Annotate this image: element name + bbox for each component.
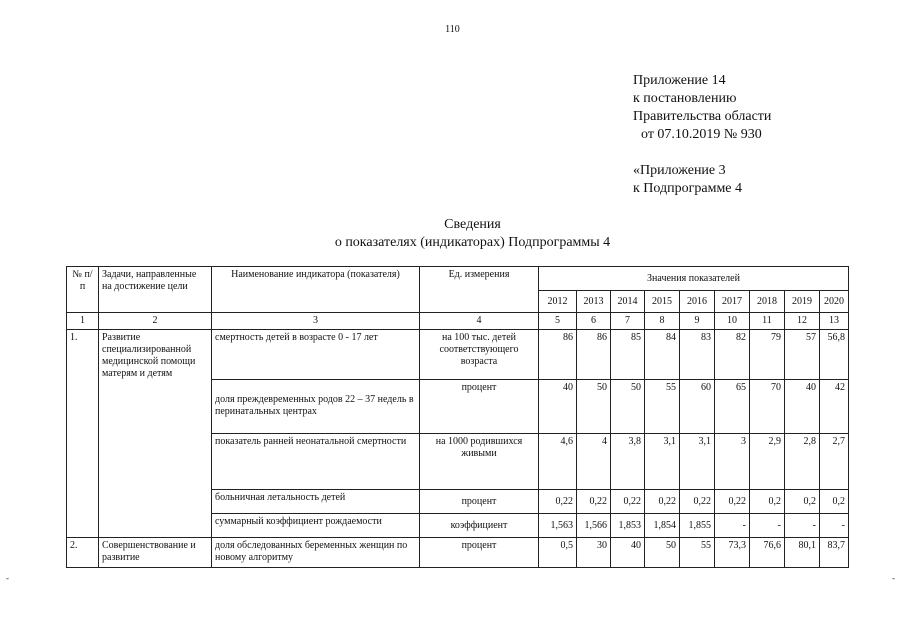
unit-cell: на 1000 родившихся живыми (420, 434, 539, 490)
value-cell: 83 (680, 330, 715, 380)
indicator-cell: доля обследованных беременных женщин по новому алгоритму (212, 538, 420, 568)
value-cell: 0,22 (645, 490, 680, 514)
value-cell: 1,566 (577, 514, 611, 538)
value-cell: 80,1 (785, 538, 820, 568)
column-index: 5 (539, 313, 577, 330)
unit-cell: процент (420, 380, 539, 434)
value-cell: 79 (750, 330, 785, 380)
appendix-line-4: от 07.10.2019 № 930 (641, 127, 762, 142)
column-index: 12 (785, 313, 820, 330)
value-cell: 40 (785, 380, 820, 434)
value-cell: 0,22 (539, 490, 577, 514)
value-cell: 0,5 (539, 538, 577, 568)
column-index: 11 (750, 313, 785, 330)
column-index: 6 (577, 313, 611, 330)
indicator-cell: смертность детей в возрасте 0 - 17 лет (212, 330, 420, 380)
year-header: 2012 (539, 291, 577, 313)
value-cell: 1,855 (680, 514, 715, 538)
page-number: 110 (445, 24, 460, 35)
value-cell: 55 (680, 538, 715, 568)
indicator-cell: больничная летальность детей (212, 490, 420, 514)
value-cell: 3,1 (645, 434, 680, 490)
task-cell: Развитие специализированной медицинской помощи матерям и детям (99, 330, 212, 538)
appendix-line-3: Правительства области (633, 109, 772, 124)
value-cell: 56,8 (820, 330, 849, 380)
value-cell: 50 (645, 538, 680, 568)
value-cell: 3,8 (611, 434, 645, 490)
indicator-cell: доля преждевременных родов 22 – 37 недель в перинатальных центрах (212, 380, 420, 434)
year-header: 2018 (750, 291, 785, 313)
value-cell: - (715, 514, 750, 538)
row-number: 1. (67, 330, 99, 538)
value-cell: 82 (715, 330, 750, 380)
value-cell: 0,2 (785, 490, 820, 514)
title-line-1: Сведения (444, 217, 501, 232)
value-cell: 76,6 (750, 538, 785, 568)
year-header: 2013 (577, 291, 611, 313)
value-cell: 0,22 (715, 490, 750, 514)
column-index: 2 (99, 313, 212, 330)
appendix-line-5: «Приложение 3 (633, 163, 726, 178)
value-cell: 4 (577, 434, 611, 490)
value-cell: 84 (645, 330, 680, 380)
value-cell: 2,9 (750, 434, 785, 490)
value-cell: 30 (577, 538, 611, 568)
column-index: 1 (67, 313, 99, 330)
value-cell: 1,853 (611, 514, 645, 538)
value-cell: 2,7 (820, 434, 849, 490)
value-cell: 86 (577, 330, 611, 380)
column-index: 3 (212, 313, 420, 330)
table-row (67, 330, 849, 380)
document-title (0, 216, 905, 252)
table-row (67, 538, 849, 568)
value-cell: - (785, 514, 820, 538)
header-task: Задачи, направленные на достижение цели (99, 267, 212, 313)
appendix-header (633, 72, 771, 144)
value-cell: 0,22 (680, 490, 715, 514)
header-unit: Ед. измерения (420, 267, 539, 313)
value-cell: 65 (715, 380, 750, 434)
value-cell: 3 (715, 434, 750, 490)
value-cell: 73,3 (715, 538, 750, 568)
value-cell: 86 (539, 330, 577, 380)
value-cell: 1,563 (539, 514, 577, 538)
year-header: 2020 (820, 291, 849, 313)
unit-cell: процент (420, 490, 539, 514)
unit-cell: процент (420, 538, 539, 568)
value-cell: - (820, 514, 849, 538)
value-cell: 0,2 (750, 490, 785, 514)
year-header: 2014 (611, 291, 645, 313)
indicators-table (66, 266, 849, 568)
unit-cell: на 100 тыс. детей соответствующего возраста (420, 330, 539, 380)
value-cell: 3,1 (680, 434, 715, 490)
value-cell: 85 (611, 330, 645, 380)
year-header: 2016 (680, 291, 715, 313)
indicator-cell: суммарный коэффициент рождаемости (212, 514, 420, 538)
value-cell: 70 (750, 380, 785, 434)
unit-cell: коэффициент (420, 514, 539, 538)
task-cell: Совершенствование и развитие (99, 538, 212, 568)
column-index: 9 (680, 313, 715, 330)
column-index: 7 (611, 313, 645, 330)
value-cell: - (750, 514, 785, 538)
year-header: 2017 (715, 291, 750, 313)
header-values: Значения показателей (539, 267, 849, 291)
column-index: 4 (420, 313, 539, 330)
value-cell: 50 (577, 380, 611, 434)
value-cell: 60 (680, 380, 715, 434)
value-cell: 0,22 (611, 490, 645, 514)
appendix-line-1: Приложение 14 (633, 73, 726, 88)
value-cell: 83,7 (820, 538, 849, 568)
appendix-reference (633, 162, 742, 198)
column-index: 10 (715, 313, 750, 330)
year-header: 2015 (645, 291, 680, 313)
value-cell: 57 (785, 330, 820, 380)
value-cell: 4,6 (539, 434, 577, 490)
value-cell: 42 (820, 380, 849, 434)
value-cell: 1,854 (645, 514, 680, 538)
margin-mark-right: - (892, 573, 895, 583)
value-cell: 2,8 (785, 434, 820, 490)
column-index: 13 (820, 313, 849, 330)
value-cell: 55 (645, 380, 680, 434)
appendix-line-6: к Подпрограмме 4 (633, 181, 743, 196)
row-number: 2. (67, 538, 99, 568)
value-cell: 40 (611, 538, 645, 568)
value-cell: 40 (539, 380, 577, 434)
year-header: 2019 (785, 291, 820, 313)
appendix-line-2: к постановлению (633, 91, 737, 106)
header-indicator: Наименование индикатора (показателя) (212, 267, 420, 313)
indicator-cell: показатель ранней неонатальной смертности (212, 434, 420, 490)
value-cell: 50 (611, 380, 645, 434)
value-cell: 0,2 (820, 490, 849, 514)
column-index: 8 (645, 313, 680, 330)
header-num: № п/п (67, 267, 99, 313)
title-line-2: о показателях (индикаторах) Подпрограммы 4 (334, 235, 611, 250)
value-cell: 0,22 (577, 490, 611, 514)
margin-mark-left: - (6, 573, 9, 583)
